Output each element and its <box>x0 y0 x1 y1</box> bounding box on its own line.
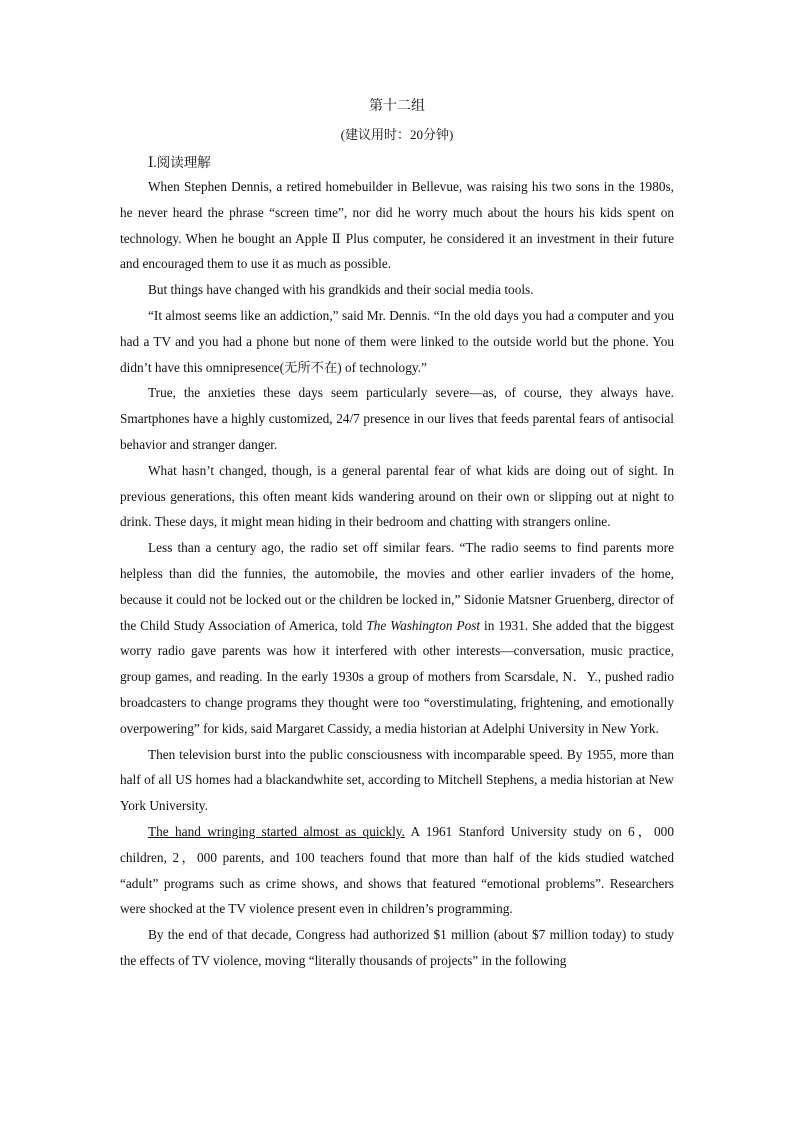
paragraph-7: Then television burst into the public consciousness with incomparable speed. By 1955, more than half of all US homes had a blackandwhite set, according to Mitchell Stephens, a media historian at New York University. <box>120 746 674 814</box>
paragraph-5: What hasn’t changed, though, is a general parental fear of what kids are doing out of sight. In previous generations, this often meant kids wandering around on their own or slipping out at night to drink. These days, it might mean hiding in their bedroom and chatting with strangers online. <box>120 462 674 530</box>
time-suggestion: (建议用时：20分钟) <box>340 127 454 142</box>
paragraph-3: “It almost seems like an addiction,” said Mr. Dennis. “In the old days you had a computer and you had a TV and you had a phone but none of them were linked to the outside world but the phone. You didn’t have this omnipresence(无所不在) of technology.” <box>120 307 674 375</box>
paragraph-8 <box>120 819 674 922</box>
newspaper-title: The Washington Post <box>366 617 481 633</box>
paragraph-6-text-b: in 1931. She added that the biggest worry radio gave parents was how it interfered with other interests—conversation, music practice, group games, and reading. In the early 1930s a group of mothers from Scarsdale, N．Y., pushed radio broadcasters to change programs they thought were too “overstimulating, frightening, and emotionally overpowering” for kids, said Margaret Cassidy, a media historian at Adelphi University in New York. <box>120 617 674 736</box>
paragraph-2: But things have changed with his grandkids and their social media tools. <box>148 282 534 298</box>
paragraph-9: By the end of that decade, Congress had authorized $1 million (about $7 million today) to study the effects of TV violence, moving “literally thousands of projects” in the following <box>120 927 674 968</box>
passage-body <box>120 174 674 974</box>
paragraph-6-text-a: Less than a century ago, the radio set off similar fears. “The radio seems to find parents more helpless than did the funnies, the automobile, the movies and other earlier invaders of the home, because it could not be locked out or the children be locked in,” Sidonie Matsner Gruenberg, director of the Child Study Association of America, told <box>120 540 674 633</box>
paragraph-8-text: A 1961 Stanford University study on 6，000 children, 2，000 parents, and 100 teachers found that more than half of the kids studied watched “adult” programs such as crime shows, and shows that featured “emotional problems”. Researchers were shocked at the TV violence present even in children’s programming. <box>120 823 674 917</box>
underlined-sentence: The hand wringing started almost as quickly. <box>148 823 405 839</box>
section-heading: Ⅰ.阅读理解 <box>148 155 211 170</box>
paragraph-1: When Stephen Dennis, a retired homebuilder in Bellevue, was raising his two sons in the 1980s, he never heard the phrase “screen time”, nor did he worry much about the hours his kids spent on technology. When he bought an Apple Ⅱ Plus computer, he considered it an investment in their future and encouraged them to use it as much as possible. <box>120 179 674 272</box>
paragraph-4: True, the anxieties these days seem particularly severe—as, of course, they always have. Smartphones have a highly customized, 24/7 presence in our lives that feeds parental fears of antisocial behavior and stranger danger. <box>120 385 674 452</box>
page-title: 第十二组 <box>369 99 425 114</box>
paragraph-6 <box>120 535 674 741</box>
